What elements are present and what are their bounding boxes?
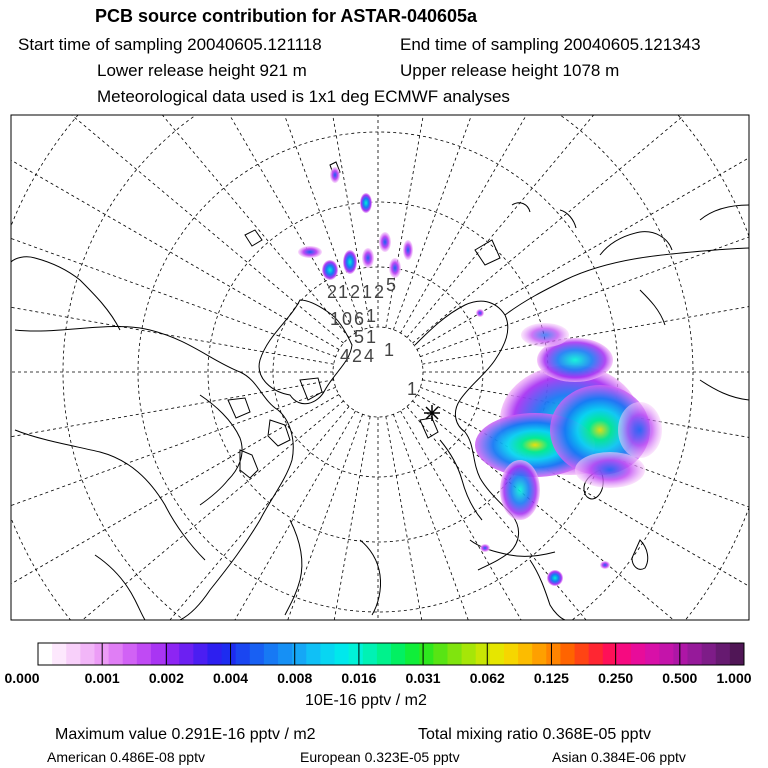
- colorbar-tick-label: 0.250: [598, 670, 634, 686]
- trajectory-label: 1: [366, 306, 377, 326]
- colorbar-swatch: [730, 643, 745, 665]
- colorbar-swatch: [476, 643, 491, 665]
- colorbar-swatch: [320, 643, 335, 665]
- colorbar-swatch: [250, 643, 265, 665]
- trajectory-label: 2: [352, 346, 363, 366]
- colorbar: [38, 643, 745, 665]
- colorbar-swatch: [222, 643, 237, 665]
- colorbar-swatch: [179, 643, 194, 665]
- colorbar-swatch: [617, 643, 632, 665]
- colorbar-swatch: [518, 643, 533, 665]
- colorbar-swatch: [151, 643, 166, 665]
- max-value-label: Maximum value 0.291E-16 pptv / m2: [55, 726, 316, 743]
- colorbar-swatch: [589, 643, 604, 665]
- colorbar-swatch: [716, 643, 731, 665]
- colorbar-swatch: [123, 643, 138, 665]
- colorbar-swatch: [335, 643, 350, 665]
- receptor-label: 1: [407, 379, 418, 399]
- colorbar-swatch: [66, 643, 81, 665]
- map-title: PCB source contribution for ASTAR-040605a: [95, 6, 478, 26]
- colorbar-unit: 10E-16 pptv / m2: [305, 692, 427, 709]
- trajectory-label: 5: [354, 327, 365, 347]
- colorbar-swatch: [109, 643, 124, 665]
- colorbar-swatch: [702, 643, 717, 665]
- lower-height-label: Lower release height 921 m: [97, 61, 307, 80]
- colorbar-swatch: [631, 643, 646, 665]
- trajectory-label: 1: [384, 340, 395, 360]
- colorbar-tick-label: 0.008: [277, 670, 313, 686]
- colorbar-swatch: [137, 643, 152, 665]
- trajectory-label: 1: [330, 309, 341, 329]
- trajectory-label: 0: [342, 309, 353, 329]
- trajectory-label: 1: [362, 282, 373, 302]
- european-label: European 0.323E-05 pptv: [300, 749, 460, 765]
- asterisk-icon: [424, 405, 440, 421]
- colorbar-swatch: [659, 643, 674, 665]
- upper-height-label: Upper release height 1078 m: [400, 61, 620, 80]
- colorbar-swatch: [462, 643, 477, 665]
- colorbar-tick-label: 0.031: [405, 670, 441, 686]
- colorbar-tick-label: 0.001: [84, 670, 120, 686]
- met-data-label: Meteorological data used is 1x1 deg ECMWF analyses: [97, 87, 510, 106]
- american-label: American 0.486E-08 pptv: [47, 749, 205, 765]
- colorbar-swatch: [363, 643, 378, 665]
- colorbar-swatch: [193, 643, 208, 665]
- end-time-label: End time of sampling 20040605.121343: [400, 35, 701, 54]
- colorbar-swatch: [377, 643, 392, 665]
- colorbar-swatch: [207, 643, 222, 665]
- colorbar-swatch: [165, 643, 180, 665]
- colorbar-swatch: [405, 643, 420, 665]
- trajectory-label: 6: [354, 309, 365, 329]
- colorbar-swatch: [391, 643, 406, 665]
- colorbar-swatch: [560, 643, 575, 665]
- trajectory-label: 4: [364, 346, 375, 366]
- colorbar-tick-label: 0.000: [4, 670, 40, 686]
- colorbar-swatch: [490, 643, 505, 665]
- colorbar-tick-label: 0.125: [533, 670, 569, 686]
- total-mixing-label: Total mixing ratio 0.368E-05 pptv: [418, 726, 652, 743]
- colorbar-tick-label: 0.500: [662, 670, 698, 686]
- colorbar-swatch: [349, 643, 364, 665]
- colorbar-swatch: [688, 643, 703, 665]
- colorbar-tick-label: 0.004: [213, 670, 249, 686]
- colorbar-swatch: [52, 643, 67, 665]
- asian-label: Asian 0.384E-06 pptv: [552, 749, 686, 765]
- colorbar-swatch: [419, 643, 434, 665]
- trajectory-label: 4: [340, 346, 351, 366]
- trajectory-label: 2: [350, 282, 361, 302]
- colorbar-swatch: [80, 643, 95, 665]
- colorbar-swatch: [38, 643, 53, 665]
- colorbar-swatch: [236, 643, 251, 665]
- colorbar-swatch: [645, 643, 660, 665]
- colorbar-tick-label: 0.062: [469, 670, 505, 686]
- colorbar-tick-label: 0.016: [341, 670, 377, 686]
- trajectory-label: 2: [327, 282, 338, 302]
- colorbar-swatch: [575, 643, 590, 665]
- colorbar-swatch: [264, 643, 279, 665]
- colorbar-swatch: [546, 643, 561, 665]
- start-time-label: Start time of sampling 20040605.121118: [18, 35, 322, 54]
- colorbar-swatch: [532, 643, 547, 665]
- colorbar-tick-label: 1.000: [716, 670, 752, 686]
- colorbar-swatch: [433, 643, 448, 665]
- trajectory-label: 5: [386, 275, 397, 295]
- trajectory-label: 1: [338, 282, 349, 302]
- colorbar-swatch: [447, 643, 462, 665]
- trajectory-label: 1: [366, 327, 377, 347]
- colorbar-swatch: [278, 643, 293, 665]
- colorbar-tick-label: 0.002: [148, 670, 184, 686]
- colorbar-swatch: [673, 643, 688, 665]
- colorbar-swatch: [504, 643, 519, 665]
- trajectory-label: 2: [374, 282, 385, 302]
- colorbar-swatch: [306, 643, 321, 665]
